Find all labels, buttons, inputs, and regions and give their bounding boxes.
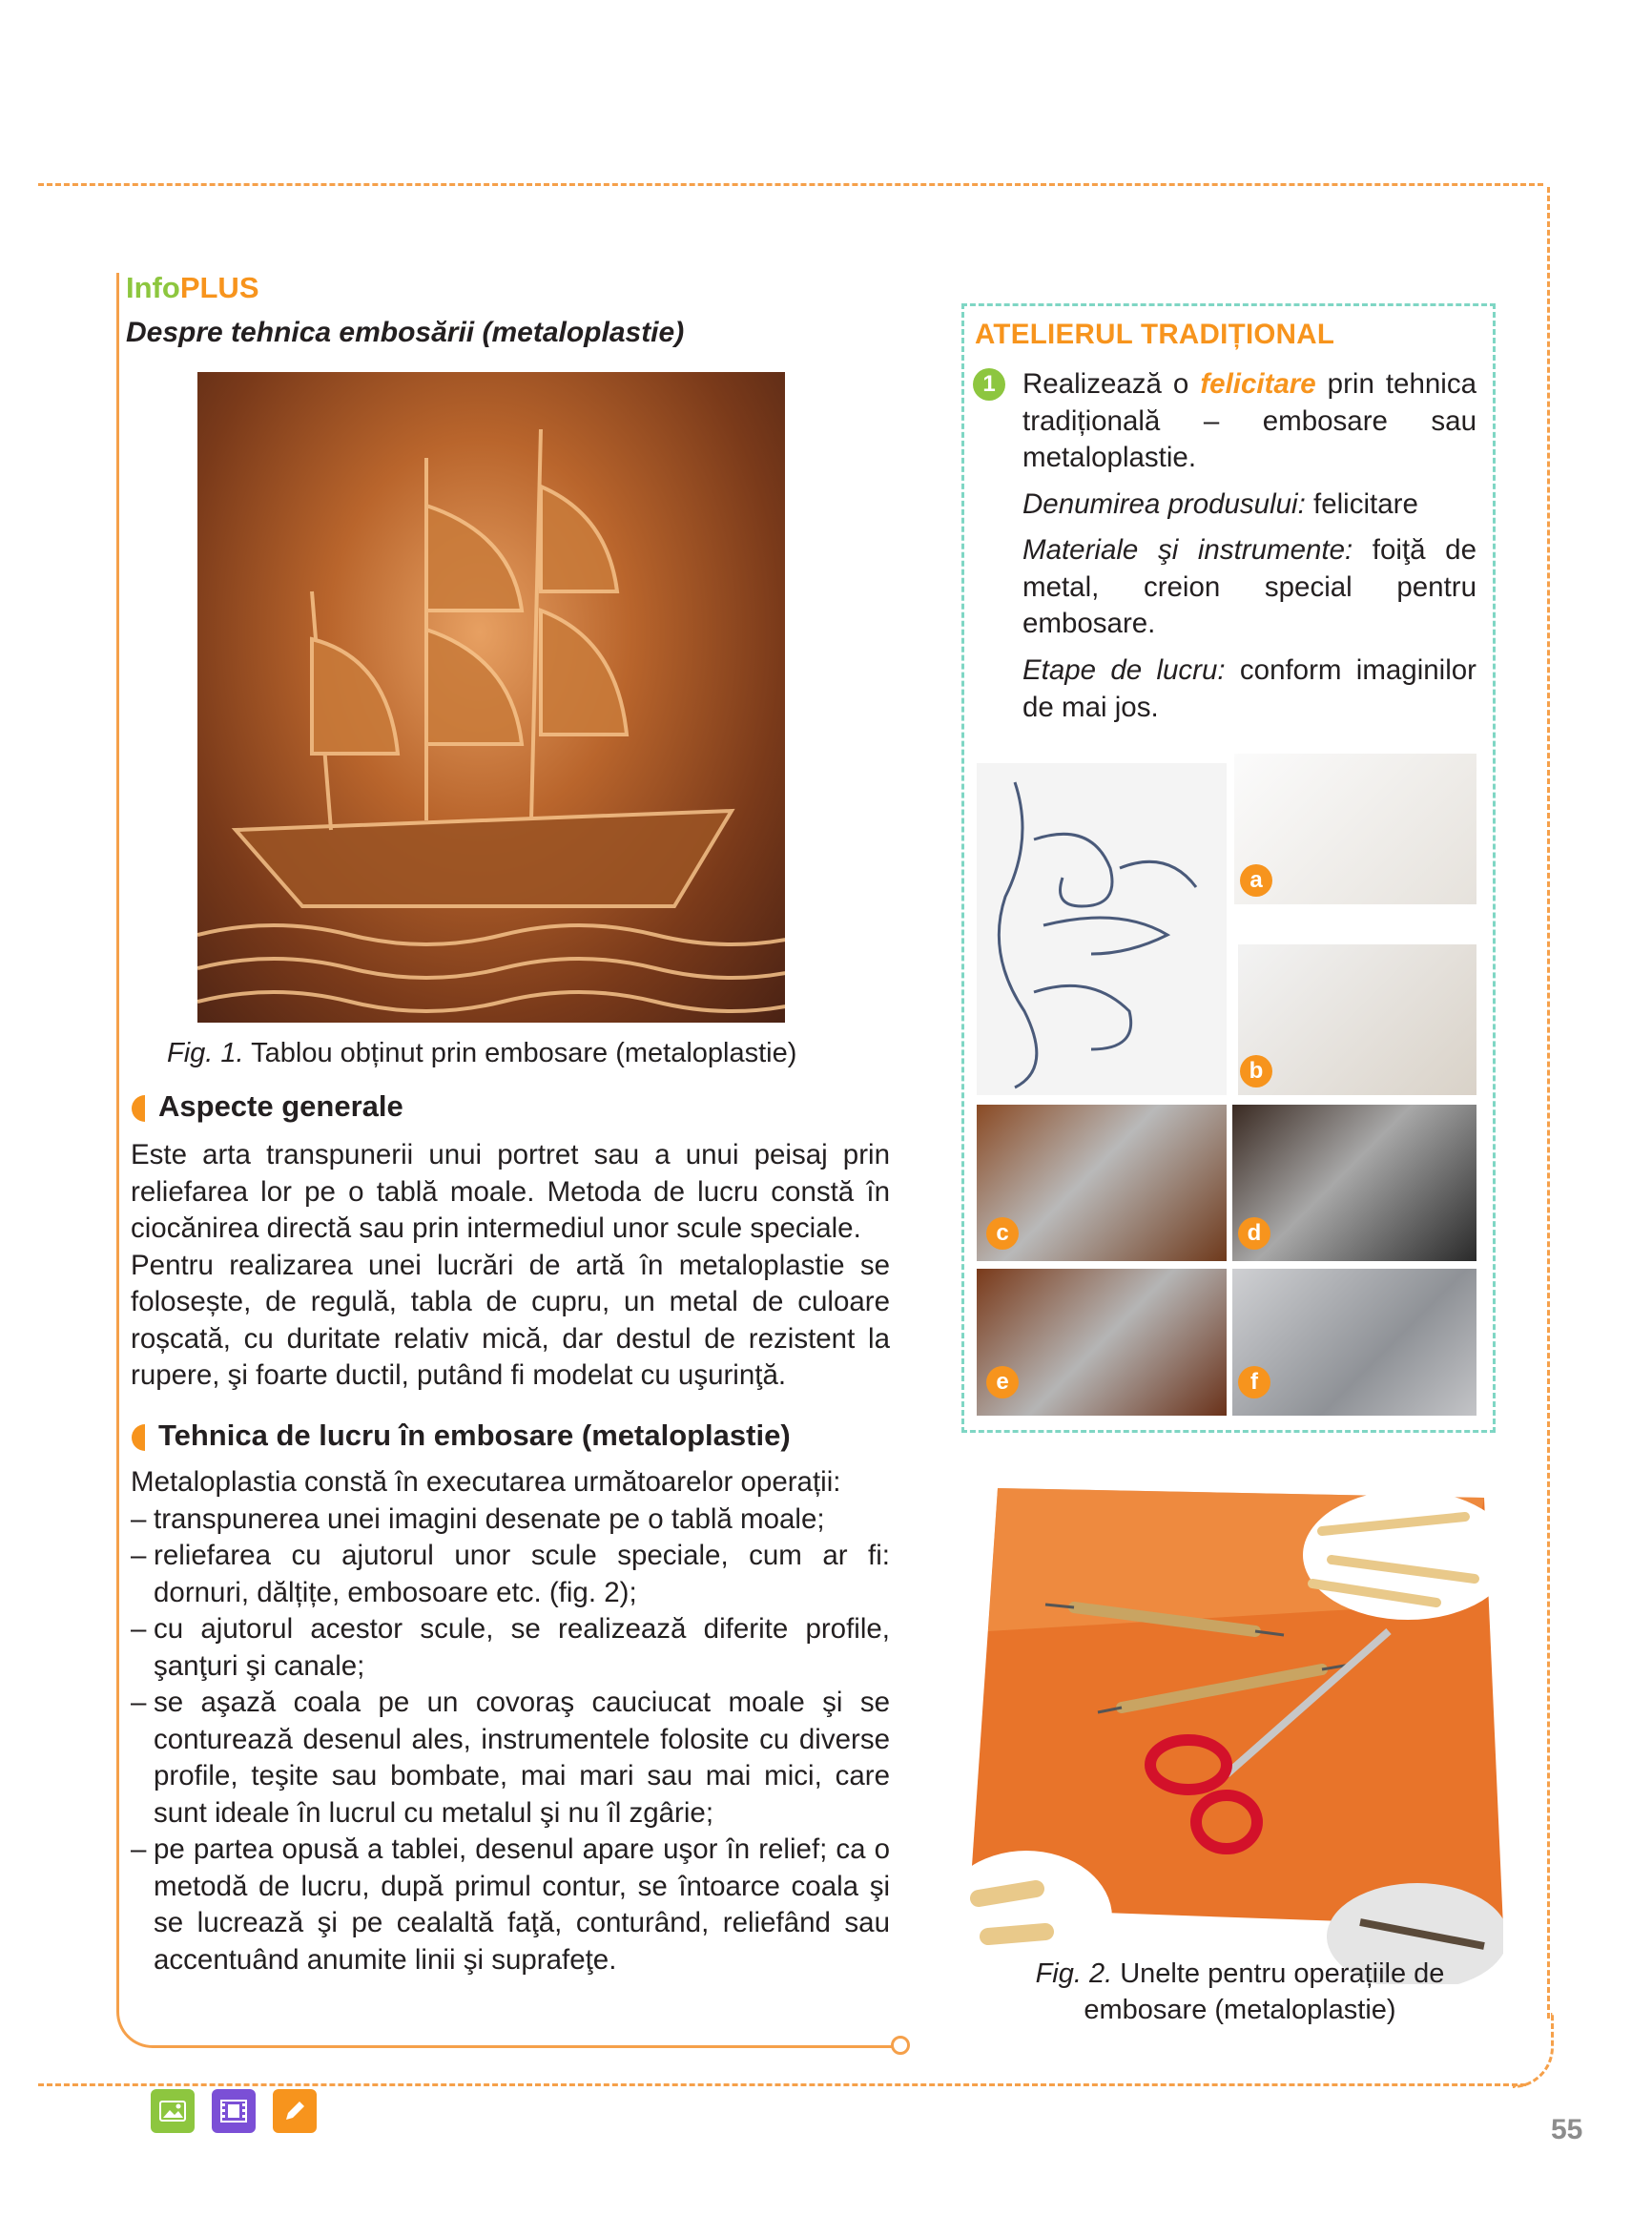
- tehnica-steps-list: [131, 1501, 890, 1979]
- metaloplastie-ship-image: [197, 372, 785, 1023]
- tehnica-intro: Metaloplastia constă în executarea următoarelor operații:: [131, 1466, 841, 1498]
- aspecte-paragraph-1: Este arta transpunerii unui portret sau a unui peisaj prin reliefarea lor pe o tablă moale. Metoda de lucru constă în ciocănirea directă sau prin intermediul unor scule speciale.: [131, 1139, 890, 1244]
- section-tehnica-body: [131, 1464, 890, 1978]
- figure1-caption: [167, 1038, 796, 1069]
- section-aspecte-heading-text: Aspecte generale: [158, 1089, 403, 1123]
- section-tehnica-heading: [132, 1419, 791, 1453]
- figure1-caption-text: Tablou obținut prin embosare (metaloplastie): [243, 1038, 797, 1068]
- step-d-tag: d: [1238, 1217, 1270, 1250]
- infoplus-end-dot: [891, 2036, 910, 2055]
- tools-illustration: [969, 1488, 1503, 1984]
- infoplus-bar: [116, 273, 119, 2007]
- task-text-after: prin tehnica tradițională – embosare sau metaloplastie.: [1022, 368, 1476, 473]
- infoplus-brand-info: Info: [126, 271, 180, 304]
- figure2-label: Fig. 2.: [1035, 1958, 1113, 1989]
- figure1-label: Fig. 1.: [167, 1038, 244, 1068]
- product-label: Denumirea produsului:: [1022, 488, 1306, 520]
- section-bullet-icon: [132, 1424, 145, 1451]
- pencil-icon[interactable]: [273, 2089, 317, 2133]
- step-b-photo: [1238, 944, 1476, 1095]
- infoplus-bottom-line: [116, 2007, 901, 2048]
- embossing-tools-photo: [969, 1488, 1503, 1984]
- ship-illustration: [197, 372, 785, 1023]
- ornament-sketch: [977, 763, 1227, 1095]
- task-number-badge: 1: [973, 368, 1005, 401]
- image-icon[interactable]: [151, 2089, 195, 2133]
- page-frame-corner: [1513, 2013, 1554, 2088]
- aspecte-paragraph-2: Pentru realizarea unei lucrări de artă în metaloplastie se folosește, de regulă, tabla de cupru, un metal de culoare roșcată, cu duritate relativ mică, dar destul de rezistent la rupere, şi foarte ductil, putând fi modelat cu uşurinţă.: [131, 1249, 890, 1391]
- list-item: – reliefarea cu ajutorul unor scule speciale, cum ar fi: dornuri, dălțițe, embosoare etc. (fig. 2);: [131, 1538, 890, 1611]
- atelier-steps: [1022, 652, 1476, 726]
- atelier-title: ATELIERUL TRADIȚIONAL: [975, 319, 1335, 350]
- page-frame-right: [1547, 187, 1550, 2019]
- infoplus-brand: [126, 271, 259, 305]
- atelier-materials: [1022, 532, 1476, 643]
- product-value: felicitare: [1305, 488, 1418, 520]
- infoplus-brand-plus: PLUS: [179, 271, 259, 304]
- atelier-task: [1022, 366, 1476, 477]
- steps-value: conform imaginilor de mai jos.: [1022, 654, 1476, 723]
- materials-value: foiţă de metal, creion special pentru embosare.: [1022, 534, 1476, 639]
- materials-label: Materiale şi instrumente:: [1022, 534, 1353, 566]
- task-text-before: Realizează o: [1022, 368, 1201, 400]
- step-b-tag: b: [1240, 1055, 1272, 1087]
- atelier-product: [1022, 487, 1476, 524]
- figure2-caption: [1021, 1956, 1459, 2028]
- step-sketch-photo: [977, 763, 1227, 1095]
- list-item: – pe partea opusă a tablei, desenul apare uşor în relief; ca o metodă de lucru, după primul contur, se întoarce coala şi se lucrează şi pe cealaltă faţă, conturând, reliefând sau accentuând anumite linii şi suprafeţe.: [131, 1832, 890, 1978]
- infoplus-subtitle: Despre tehnica embosării (metaloplastie): [126, 317, 685, 348]
- section-aspecte-heading: [132, 1089, 403, 1124]
- list-item: – se aşază coala pe un covoraş cauciucat moale şi se conturează desenul ales, instrumentele folosite cu diverse profile, teşite sau bombate, mai mari sau mai mici, care sunt ideale în lucrul cu metalul şi nu îl zgârie;: [131, 1685, 890, 1832]
- section-aspecte-body: [131, 1137, 890, 1395]
- step-f-tag: f: [1238, 1366, 1270, 1398]
- steps-label: Etape de lucru:: [1022, 654, 1226, 686]
- step-e-tag: e: [986, 1366, 1019, 1398]
- film-icon[interactable]: [212, 2089, 256, 2133]
- figure2-caption-text: Unelte pentru operațiile de embosare (metaloplastie): [1084, 1958, 1445, 2025]
- task-highlight: felicitare: [1200, 368, 1316, 400]
- list-item: – transpunerea unei imagini desenate pe o tablă moale;: [131, 1501, 890, 1539]
- page-number: 55: [1551, 2114, 1583, 2145]
- step-f-photo: [1232, 1269, 1476, 1416]
- step-e-photo: [977, 1269, 1227, 1416]
- step-a-tag: a: [1240, 864, 1272, 897]
- section-tehnica-heading-text: Tehnica de lucru în embosare (metaloplastie): [158, 1419, 791, 1452]
- page-frame-bottom: [38, 2083, 1526, 2086]
- step-c-tag: c: [986, 1217, 1019, 1250]
- page-frame-top: [38, 183, 1543, 186]
- section-bullet-icon: [132, 1095, 145, 1122]
- list-item: – cu ajutorul acestor scule, se realizează diferite profile, şanţuri şi canale;: [131, 1611, 890, 1685]
